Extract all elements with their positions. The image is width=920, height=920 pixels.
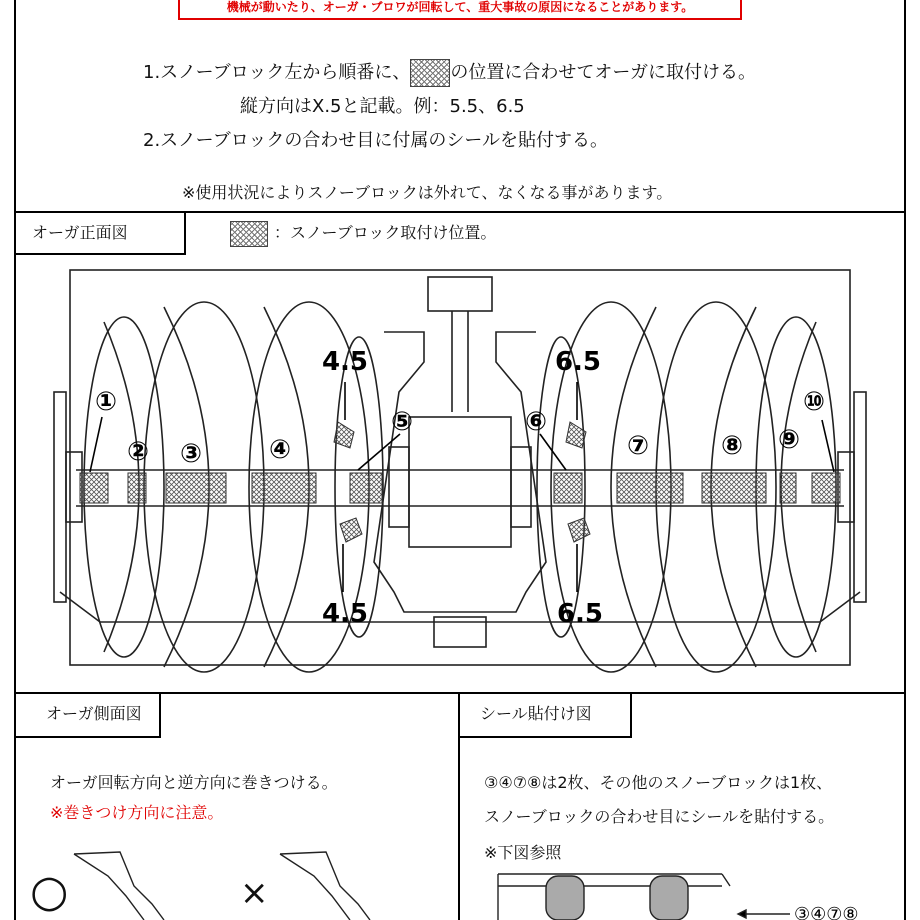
legend-text: ：スノーブロック取付け位置。 bbox=[274, 223, 497, 242]
label-4-5-upper: 4.5 bbox=[321, 347, 369, 377]
seal-shaft bbox=[498, 874, 722, 886]
seal-block-1 bbox=[546, 876, 584, 920]
left-end-plate bbox=[54, 392, 66, 602]
seal-drawing bbox=[490, 868, 904, 920]
blade-ok-inner bbox=[74, 854, 144, 920]
label-4-5-lower: 4.5 bbox=[321, 599, 369, 629]
gearbox-left-flange bbox=[389, 447, 409, 527]
snow-block-10 bbox=[812, 473, 840, 503]
leader-5 bbox=[358, 434, 400, 470]
leader-10 bbox=[822, 420, 834, 472]
seal-callout: ③④⑦⑧ bbox=[794, 904, 859, 920]
instruction-2: 2.スノーブロックの合わせ目に付属のシールを貼付する。 bbox=[143, 130, 609, 151]
label-4: ④ bbox=[268, 435, 292, 465]
ng-mark: × bbox=[240, 873, 269, 913]
label-3: ③ bbox=[179, 439, 203, 469]
auger-front-drawing bbox=[14, 262, 906, 692]
snow-block-1 bbox=[80, 473, 108, 503]
legend bbox=[230, 220, 496, 247]
label-9: ⑨ bbox=[777, 425, 801, 455]
snow-block-3 bbox=[166, 473, 226, 503]
snow-block-8 bbox=[702, 473, 766, 503]
seal-view-title: シール貼付け図 bbox=[460, 694, 632, 738]
legend-hatch bbox=[230, 221, 268, 247]
hatch-swatch bbox=[410, 59, 450, 87]
seal-block-2 bbox=[650, 876, 688, 920]
instruction-1 bbox=[143, 58, 756, 87]
label-7: ⑦ bbox=[626, 431, 650, 461]
side-view-text: オーガ回転方向と逆方向に巻きつける。 bbox=[50, 773, 338, 792]
seal-shaft-ends bbox=[498, 874, 730, 920]
auger-frame bbox=[374, 332, 546, 612]
snow-block-9 bbox=[780, 473, 796, 503]
side-view-drawings bbox=[60, 846, 410, 920]
instruction-1-sub: 縦方向はX.5と記載。例：5.5、6.5 bbox=[240, 96, 525, 117]
gearbox-right-flange bbox=[511, 447, 531, 527]
instruction-1-prefix: 1.スノーブロック左から順番に、 bbox=[143, 62, 411, 83]
warning-banner: 機械が動いたり、オーガ・ブロワが回転して、重大事故の原因になることがあります。 bbox=[178, 0, 742, 20]
instruction-1-suffix: の位置に合わせてオーガに取付ける。 bbox=[450, 62, 757, 83]
usage-note: ※使用状況によりスノーブロックは外れて、なくなる事があります。 bbox=[182, 183, 673, 202]
label-2: ② bbox=[126, 437, 150, 467]
snow-block-4-5-upper bbox=[334, 422, 354, 448]
side-view-title: オーガ側面図 bbox=[16, 694, 161, 738]
right-end-plate bbox=[854, 392, 866, 602]
side-view-caution: ※巻きつけ方向に注意。 bbox=[50, 803, 224, 822]
label-5: ⑤ bbox=[390, 407, 414, 437]
seal-text-1: ③④⑦⑧は2枚、その他のスノーブロックは1枚、 bbox=[484, 773, 833, 792]
snow-block-4 bbox=[252, 473, 316, 503]
label-6-5-lower: 6.5 bbox=[556, 599, 604, 629]
snow-block-7 bbox=[617, 473, 683, 503]
snow-block-6-5-lower bbox=[568, 518, 590, 542]
seal-text-2: スノーブロックの合わせ目にシールを貼付する。 bbox=[484, 807, 835, 826]
blade-ng-inner bbox=[280, 854, 350, 920]
gearbox-top bbox=[428, 277, 492, 311]
label-6-5-upper: 6.5 bbox=[554, 347, 602, 377]
seal-ref: ※下図参照 bbox=[484, 843, 562, 862]
seal-arrow-head bbox=[738, 910, 746, 918]
snow-block-6 bbox=[554, 473, 582, 503]
ok-mark: ○ bbox=[30, 866, 69, 917]
label-8: ⑧ bbox=[720, 431, 744, 461]
front-view-title: オーガ正面図 bbox=[16, 213, 186, 255]
label-6: ⑥ bbox=[524, 407, 548, 437]
snow-block-2 bbox=[128, 473, 146, 503]
leader-1 bbox=[90, 417, 102, 472]
gearbox bbox=[409, 417, 511, 547]
snow-block-5 bbox=[350, 473, 382, 503]
label-10: ⑩ bbox=[802, 387, 826, 417]
label-1: ① bbox=[94, 387, 118, 417]
snow-block-4-5-lower bbox=[340, 518, 362, 542]
